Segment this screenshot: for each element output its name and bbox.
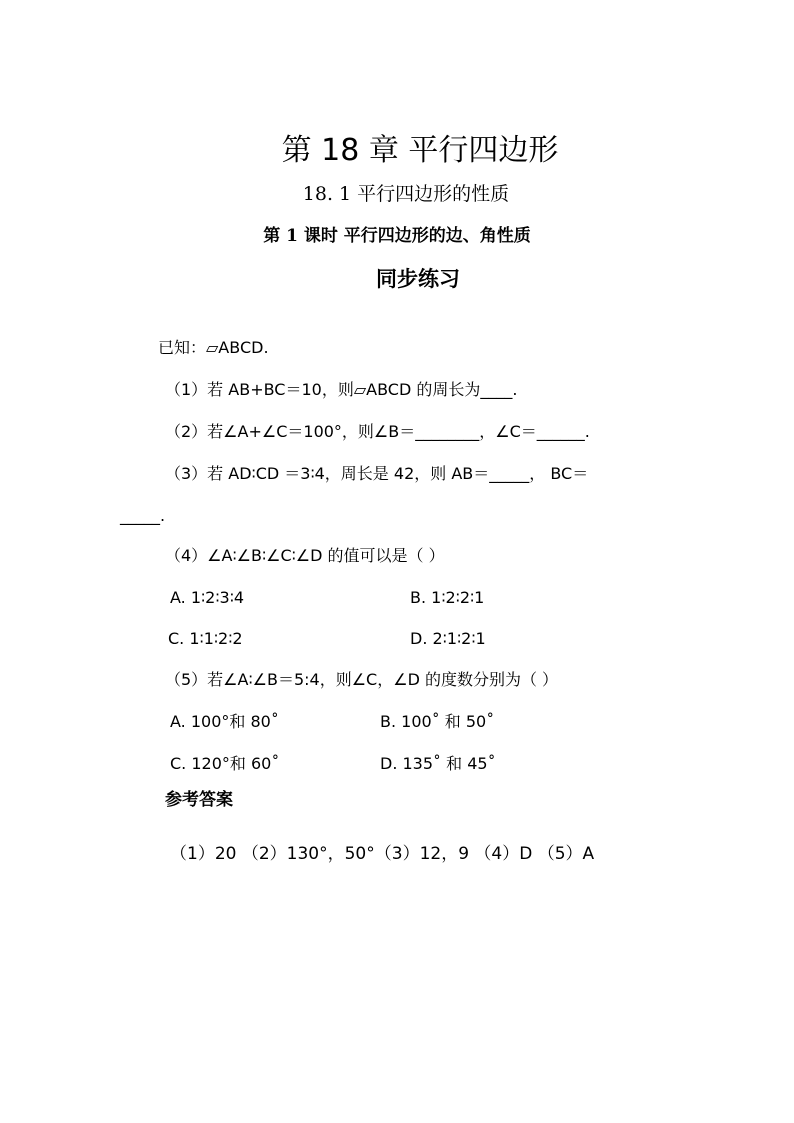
section-title: 18. 1 平行四边形的性质 bbox=[302, 183, 510, 205]
question-4-option-c: C. 1∶1∶2∶2 bbox=[168, 629, 243, 648]
chapter-title: 第 18 章 平行四边形 bbox=[281, 133, 559, 168]
question-4-option-a: A. 1∶2∶3∶4 bbox=[170, 588, 245, 607]
question-4-option-b: B. 1∶2∶2∶1 bbox=[410, 588, 485, 607]
lesson-title: 第 1 课时 平行四边形的边、角性质 bbox=[263, 226, 531, 246]
question-5-option-c: C. 120°和 60˚ bbox=[170, 754, 280, 773]
question-5-option-d: D. 135˚ 和 45˚ bbox=[380, 754, 496, 773]
question-2: （2）若∠A+∠C＝100°，则∠B＝________，∠C＝______. bbox=[165, 422, 590, 441]
question-3-line-2: _____. bbox=[120, 506, 166, 525]
question-5: （5）若∠A∶∠B＝5:4，则∠C，∠D 的度数分别为（ ） bbox=[165, 670, 559, 689]
question-1: （1）若 AB+BC＝10，则▱ABCD 的周长为____. bbox=[165, 380, 518, 399]
question-5-option-b: B. 100˚ 和 50˚ bbox=[380, 712, 495, 731]
question-3-line-1: （3）若 AD∶CD ＝3∶4，周长是 42，则 AB＝_____， BC＝ bbox=[165, 464, 589, 483]
question-4: （4）∠A∶∠B∶∠C∶∠D 的值可以是（ ） bbox=[165, 546, 445, 565]
question-5-option-a: A. 100°和 80˚ bbox=[170, 712, 279, 731]
practice-heading: 同步练习 bbox=[376, 266, 460, 291]
answers-line: （1）20 （2）130°，50°（3）12，9 （4）D （5）A bbox=[170, 844, 595, 864]
given-statement: 已知：▱ABCD. bbox=[158, 338, 269, 357]
answers-heading: 参考答案 bbox=[165, 790, 233, 810]
question-4-option-d: D. 2∶1∶2∶1 bbox=[410, 629, 486, 648]
